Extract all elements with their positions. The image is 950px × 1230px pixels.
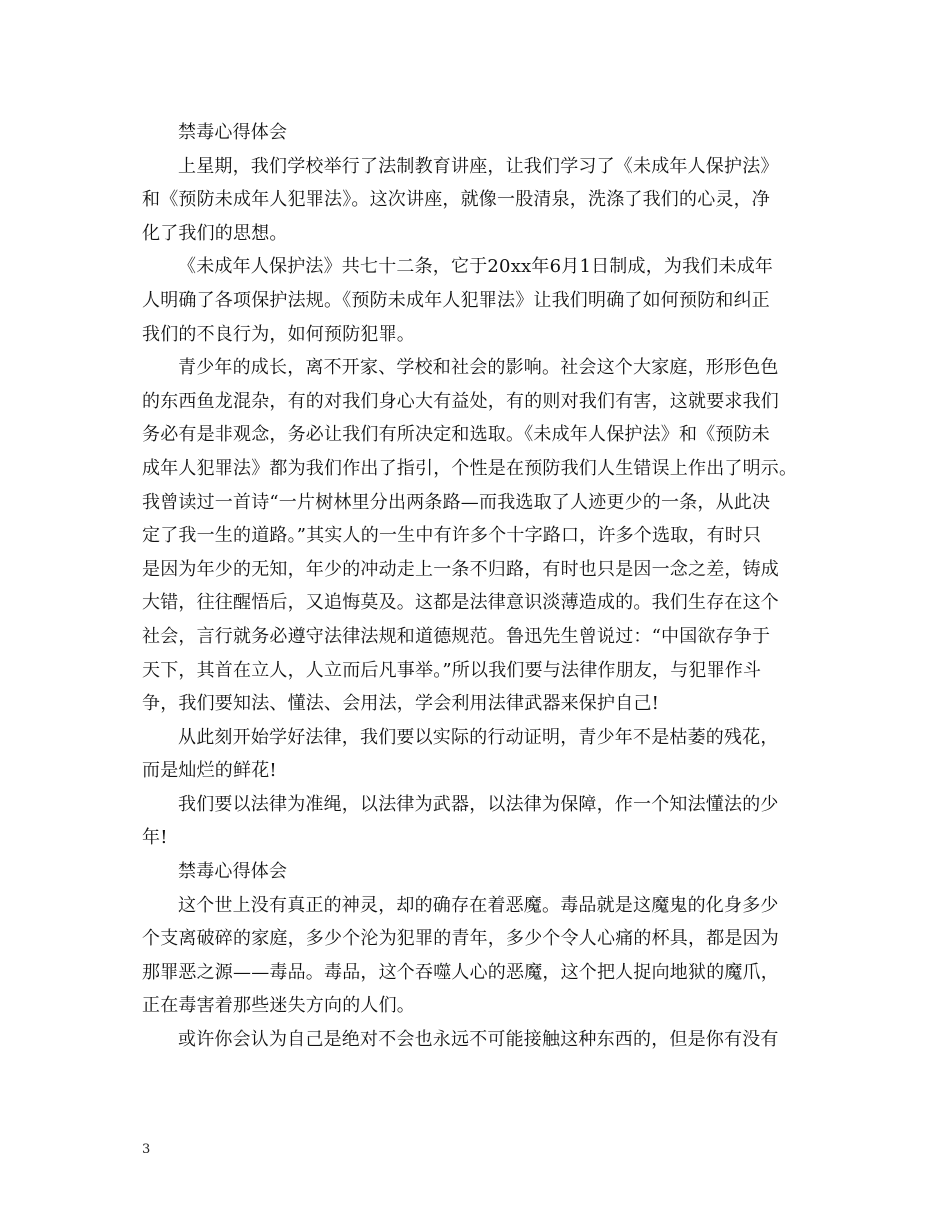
text-line: 或许你会认为自己是绝对不会也永远不可能接触这种东西的，但是你有没有 [178, 1029, 779, 1051]
text-line: 青少年的成长，离不开家、学校和社会的影响。社会这个大家庭，形形色色 [178, 357, 779, 379]
text-line: 社会，言行就务必遵守法律法规和道德规范。鲁迅先生曾说过：“中国欲存争于 [142, 625, 771, 647]
text-line: 禁毒心得体会 [178, 861, 288, 883]
text-line: 那罪恶之源——毒品。毒品，这个吞噬人心的恶魔，这个把人捉向地狱的魔爪， [142, 961, 779, 983]
text-line: 而是灿烂的鲜花! [142, 760, 277, 782]
text-line: 的东西鱼龙混杂，有的对我们身心大有益处，有的则对我们有害，这就要求我们 [142, 390, 779, 412]
text-line: 年! [142, 827, 168, 849]
text-line: 成年人犯罪法》都为我们作出了指引，个性是在预防我们人生错误上作出了明示。 [142, 457, 798, 479]
text-line: 和《预防未成年人犯罪法》。这次讲座，就像一股清泉，洗涤了我们的心灵，净 [142, 189, 770, 211]
text-line: 上星期，我们学校举行了法制教育讲座，让我们学习了《未成年人保护法》 [178, 155, 779, 177]
text-line: 我们的不良行为，如何预防犯罪。 [142, 323, 415, 345]
text-line: 个支离破碎的家庭，多少个沦为犯罪的青年，多少个令人心痛的杯具，都是因为 [142, 928, 779, 950]
text-line: 禁毒心得体会 [178, 122, 288, 143]
page-number: 3 [142, 1142, 151, 1157]
text-line: 天下，其首在立人，人立而后凡事举。”所以我们要与法律作朋友，与犯罪作斗 [142, 659, 762, 681]
text-line: 化了我们的思想。 [142, 222, 288, 244]
text-line: 定了我一生的道路。”其实人的一生中有许多个十字路口，许多个选取，有时只 [142, 525, 762, 547]
text-line: 《未成年人保护法》共七十二条，它于20xx年6月1日制成，为我们未成年 [178, 256, 774, 278]
text-line: 大错，往往醒悟后，又追悔莫及。这都是法律意识淡薄造成的。我们生存在这个 [142, 592, 779, 614]
text-line: 务必有是非观念，务必让我们有所决定和选取。《未成年人保护法》和《预防未 [142, 424, 770, 446]
text-line: 从此刻开始学好法律，我们要以实际的行动证明，青少年不是枯萎的残花， [178, 726, 779, 748]
text-line: 争，我们要知法、懂法、会用法，学会利用法律武器来保护自己! [142, 693, 660, 715]
text-line: 我们要以法律为准绳，以法律为武器，以法律为保障，作一个知法懂法的少 [178, 793, 779, 815]
text-line: 人明确了各项保护法规。《预防未成年人犯罪法》让我们明确了如何预防和纠正 [142, 289, 770, 311]
document-body [142, 116, 822, 1057]
text-line: 是因为年少的无知，年少的冲动走上一条不归路，有时也只是因一念之差，铸成 [142, 558, 779, 580]
text-line: 正在毒害着那些迷失方向的人们。 [142, 995, 415, 1017]
text-line: 我曾读过一首诗“一片树林里分出两条路—而我选取了人迹更少的一条，从此决 [142, 491, 771, 513]
text-line: 这个世上没有真正的神灵，却的确存在着恶魔。毒品就是这魔鬼的化身多少 [178, 894, 779, 916]
